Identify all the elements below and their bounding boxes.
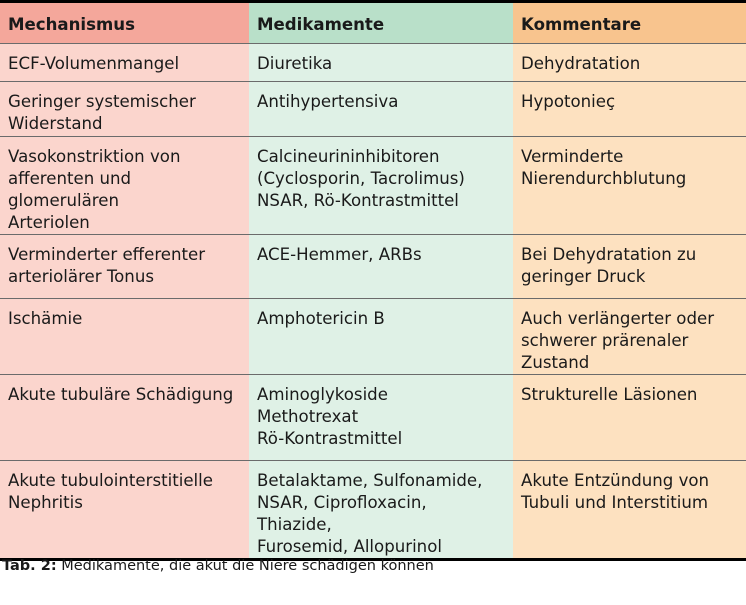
table-header-row	[0, 3, 746, 43]
cell-comment: Verminderte Nierendurchblutung	[513, 136, 746, 234]
drug-table	[0, 3, 746, 561]
cell-mechanism: Geringer systemischer Widerstand	[0, 81, 249, 136]
cell-drugs: Antihypertensiva	[249, 81, 513, 136]
table-row	[0, 298, 746, 374]
cell-mechanism: Ischämie	[0, 298, 249, 374]
table-row	[0, 234, 746, 298]
header-comments: Kommentare	[513, 3, 746, 43]
cell-comment: Strukturelle Läsionen	[513, 374, 746, 460]
cell-comment: Dehydratation	[513, 43, 746, 81]
cell-mechanism: Vasokonstriktion von afferenten und glomerulären Arteriolen	[0, 136, 249, 234]
cell-drugs: Diuretika	[249, 43, 513, 81]
cell-mechanism: Akute tubulointerstitielle Nephritis	[0, 460, 249, 559]
cell-drugs: Calcineurininhibitoren (Cyclosporin, Tacrolimus) NSAR, Rö-Kontrastmittel	[249, 136, 513, 234]
cell-comment: Akute Entzündung von Tubuli und Interstitium	[513, 460, 746, 559]
cell-drugs: Amphotericin B	[249, 298, 513, 374]
cell-mechanism: Verminderter efferenter arteriolärer Tonus	[0, 234, 249, 298]
cell-mechanism: Akute tubuläre Schädigung	[0, 374, 249, 460]
cell-drugs: ACE-Hemmer, ARBs	[249, 234, 513, 298]
table-row	[0, 43, 746, 81]
cell-comment: Bei Dehydratation zu geringer Druck	[513, 234, 746, 298]
header-mechanism: Mechanismus	[0, 3, 249, 43]
table-row	[0, 460, 746, 559]
cell-drugs: Betalaktame, Sulfonamide, NSAR, Ciprofloxacin, Thiazide, Furosemid, Allopurinol	[249, 460, 513, 559]
cell-drugs: Aminoglykoside Methotrexat Rö-Kontrastmittel	[249, 374, 513, 460]
cell-mechanism: ECF-Volumenmangel	[0, 43, 249, 81]
caption-text: Medikamente, die akut die Niere schädigen können	[56, 558, 434, 574]
cell-comment: Auch verlängerter oder schwerer prärenaler Zustand	[513, 298, 746, 374]
table-row	[0, 81, 746, 136]
table-row	[0, 136, 746, 234]
cell-comment: Hypotonieç	[513, 81, 746, 136]
table-caption	[2, 556, 434, 576]
caption-label: Tab. 2:	[2, 558, 57, 574]
table-row	[0, 374, 746, 460]
header-drugs: Medikamente	[249, 3, 513, 43]
